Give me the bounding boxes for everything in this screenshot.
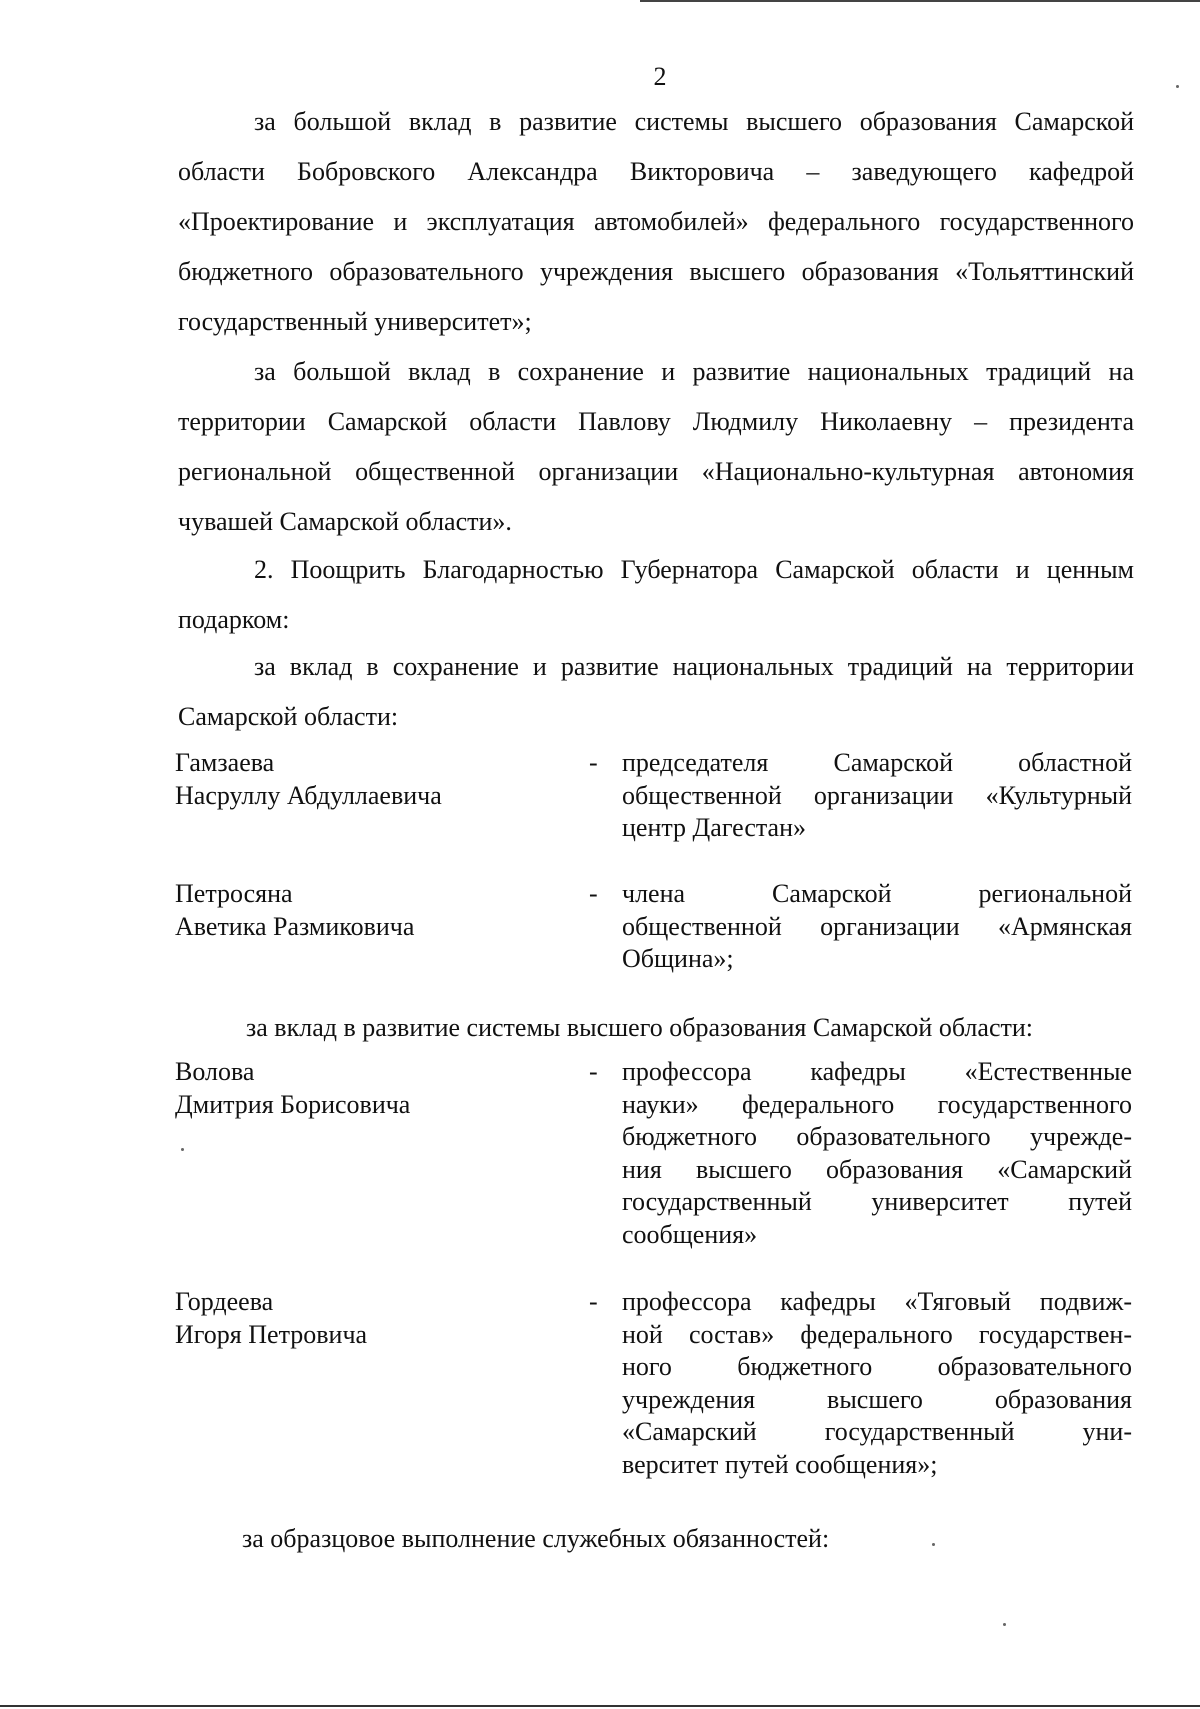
award-dash: - (589, 748, 598, 777)
award-surname: Гамзаева (175, 748, 275, 777)
desc-line: профессора кафедры «Естественные (622, 1057, 1132, 1086)
desc-line: профессора кафедры «Тяговый подвиж- (622, 1287, 1132, 1316)
desc-line: общественной организации «Армянская (622, 911, 1132, 941)
paragraph-line: образования «Тольяттинский государственный университет»; (178, 257, 1134, 336)
paragraph-section-2 (178, 545, 1134, 645)
desc-line: Община»; (622, 944, 734, 973)
award-given-name: Дмитрия Борисовича (175, 1089, 411, 1119)
award-dash: - (589, 879, 598, 908)
scan-edge-bottom (0, 1705, 1200, 1707)
paragraph-line: за вклад в сохранение и развитие национальных традиций на (254, 652, 993, 681)
paragraph-national-traditions (178, 642, 1134, 742)
award-person-name (175, 747, 575, 812)
scan-speck (932, 1543, 935, 1546)
award-dash: - (589, 1057, 598, 1086)
paragraph-line: региональной общественной организации «Национально-культурная (178, 457, 995, 486)
desc-line: ной состав» федерального государствен- (622, 1319, 1132, 1349)
desc-line: науки» федерального государственного (622, 1089, 1132, 1119)
award-person-name (175, 1056, 575, 1121)
paragraph-line: области Бобровского Александра Викторовича – заведующего кафедрой (178, 157, 1134, 186)
award-description (622, 747, 1132, 845)
award-surname: Гордеева (175, 1287, 274, 1316)
paragraph-line: за большой вклад в сохранение и развитие национальных традиций на (254, 357, 1134, 386)
paragraph-line: за большой вклад в развитие системы высшего образования Самарской (254, 107, 1134, 136)
scan-speck (1176, 85, 1179, 88)
award-person-name (175, 1286, 575, 1351)
paragraph-line: территории Самарской области: (178, 652, 1134, 731)
desc-line: сообщения» (622, 1219, 758, 1249)
desc-line: бюджетного образовательного учрежде- (622, 1122, 1132, 1151)
desc-line: учреждения высшего образования (622, 1384, 1132, 1414)
desc-line: центр Дагестан» (622, 813, 807, 842)
award-description (622, 1056, 1132, 1251)
scan-speck (181, 1148, 184, 1151)
desc-line: ного бюджетного образовательного (622, 1352, 1132, 1381)
paragraph-line: и ценным подарком: (178, 555, 1135, 634)
award-description (622, 878, 1132, 976)
award-dash: - (589, 1287, 598, 1316)
award-surname: Волова (175, 1057, 255, 1086)
scan-edge-top (640, 0, 1200, 2)
section-heading-higher-education (178, 1003, 1134, 1053)
paragraph-line: 2. Поощрить Благодарностью Губернатора Самарской области (254, 555, 999, 584)
heading-text: за образцовое выполнение служебных обязанностей: (242, 1524, 830, 1553)
desc-line: ния высшего образования «Самарский (622, 1154, 1132, 1184)
section-heading-exemplary-service (178, 1514, 1134, 1564)
page-number: 2 (653, 62, 667, 91)
paragraph-bobrovsky (178, 97, 1134, 347)
heading-text: за вклад в развитие системы высшего образования Самарской области: (246, 1013, 1033, 1042)
paragraph-line: государственного бюджетного образовательного учреждения высшего (178, 207, 1134, 286)
desc-line: «Самарский государственный уни- (622, 1417, 1132, 1446)
award-person-name (175, 878, 575, 943)
paragraph-line: «Проектирование и эксплуатация автомобилей» федерального (178, 207, 921, 236)
award-surname: Петросяна (175, 879, 293, 908)
award-given-name: Аветика Размиковича (175, 911, 415, 941)
desc-line: члена Самарской региональной (622, 879, 1132, 908)
award-description (622, 1286, 1132, 1481)
paragraph-line: автономия чувашей Самарской области». (178, 457, 1135, 536)
desc-line: верситет путей сообщения»; (622, 1449, 938, 1479)
desc-line: общественной организации «Культурный (622, 780, 1132, 810)
paragraph-pavlova (178, 347, 1134, 547)
award-given-name: Игоря Петровича (175, 1319, 368, 1349)
desc-line: государственный университет путей (622, 1187, 1132, 1216)
desc-line: председателя Самарской областной (622, 748, 1132, 777)
scan-speck (1003, 1623, 1006, 1626)
award-given-name: Насруллу Абдуллаевича (175, 780, 442, 810)
paragraph-line: территории Самарской области Павлову Людмилу Николаевну – президента (178, 407, 1134, 436)
